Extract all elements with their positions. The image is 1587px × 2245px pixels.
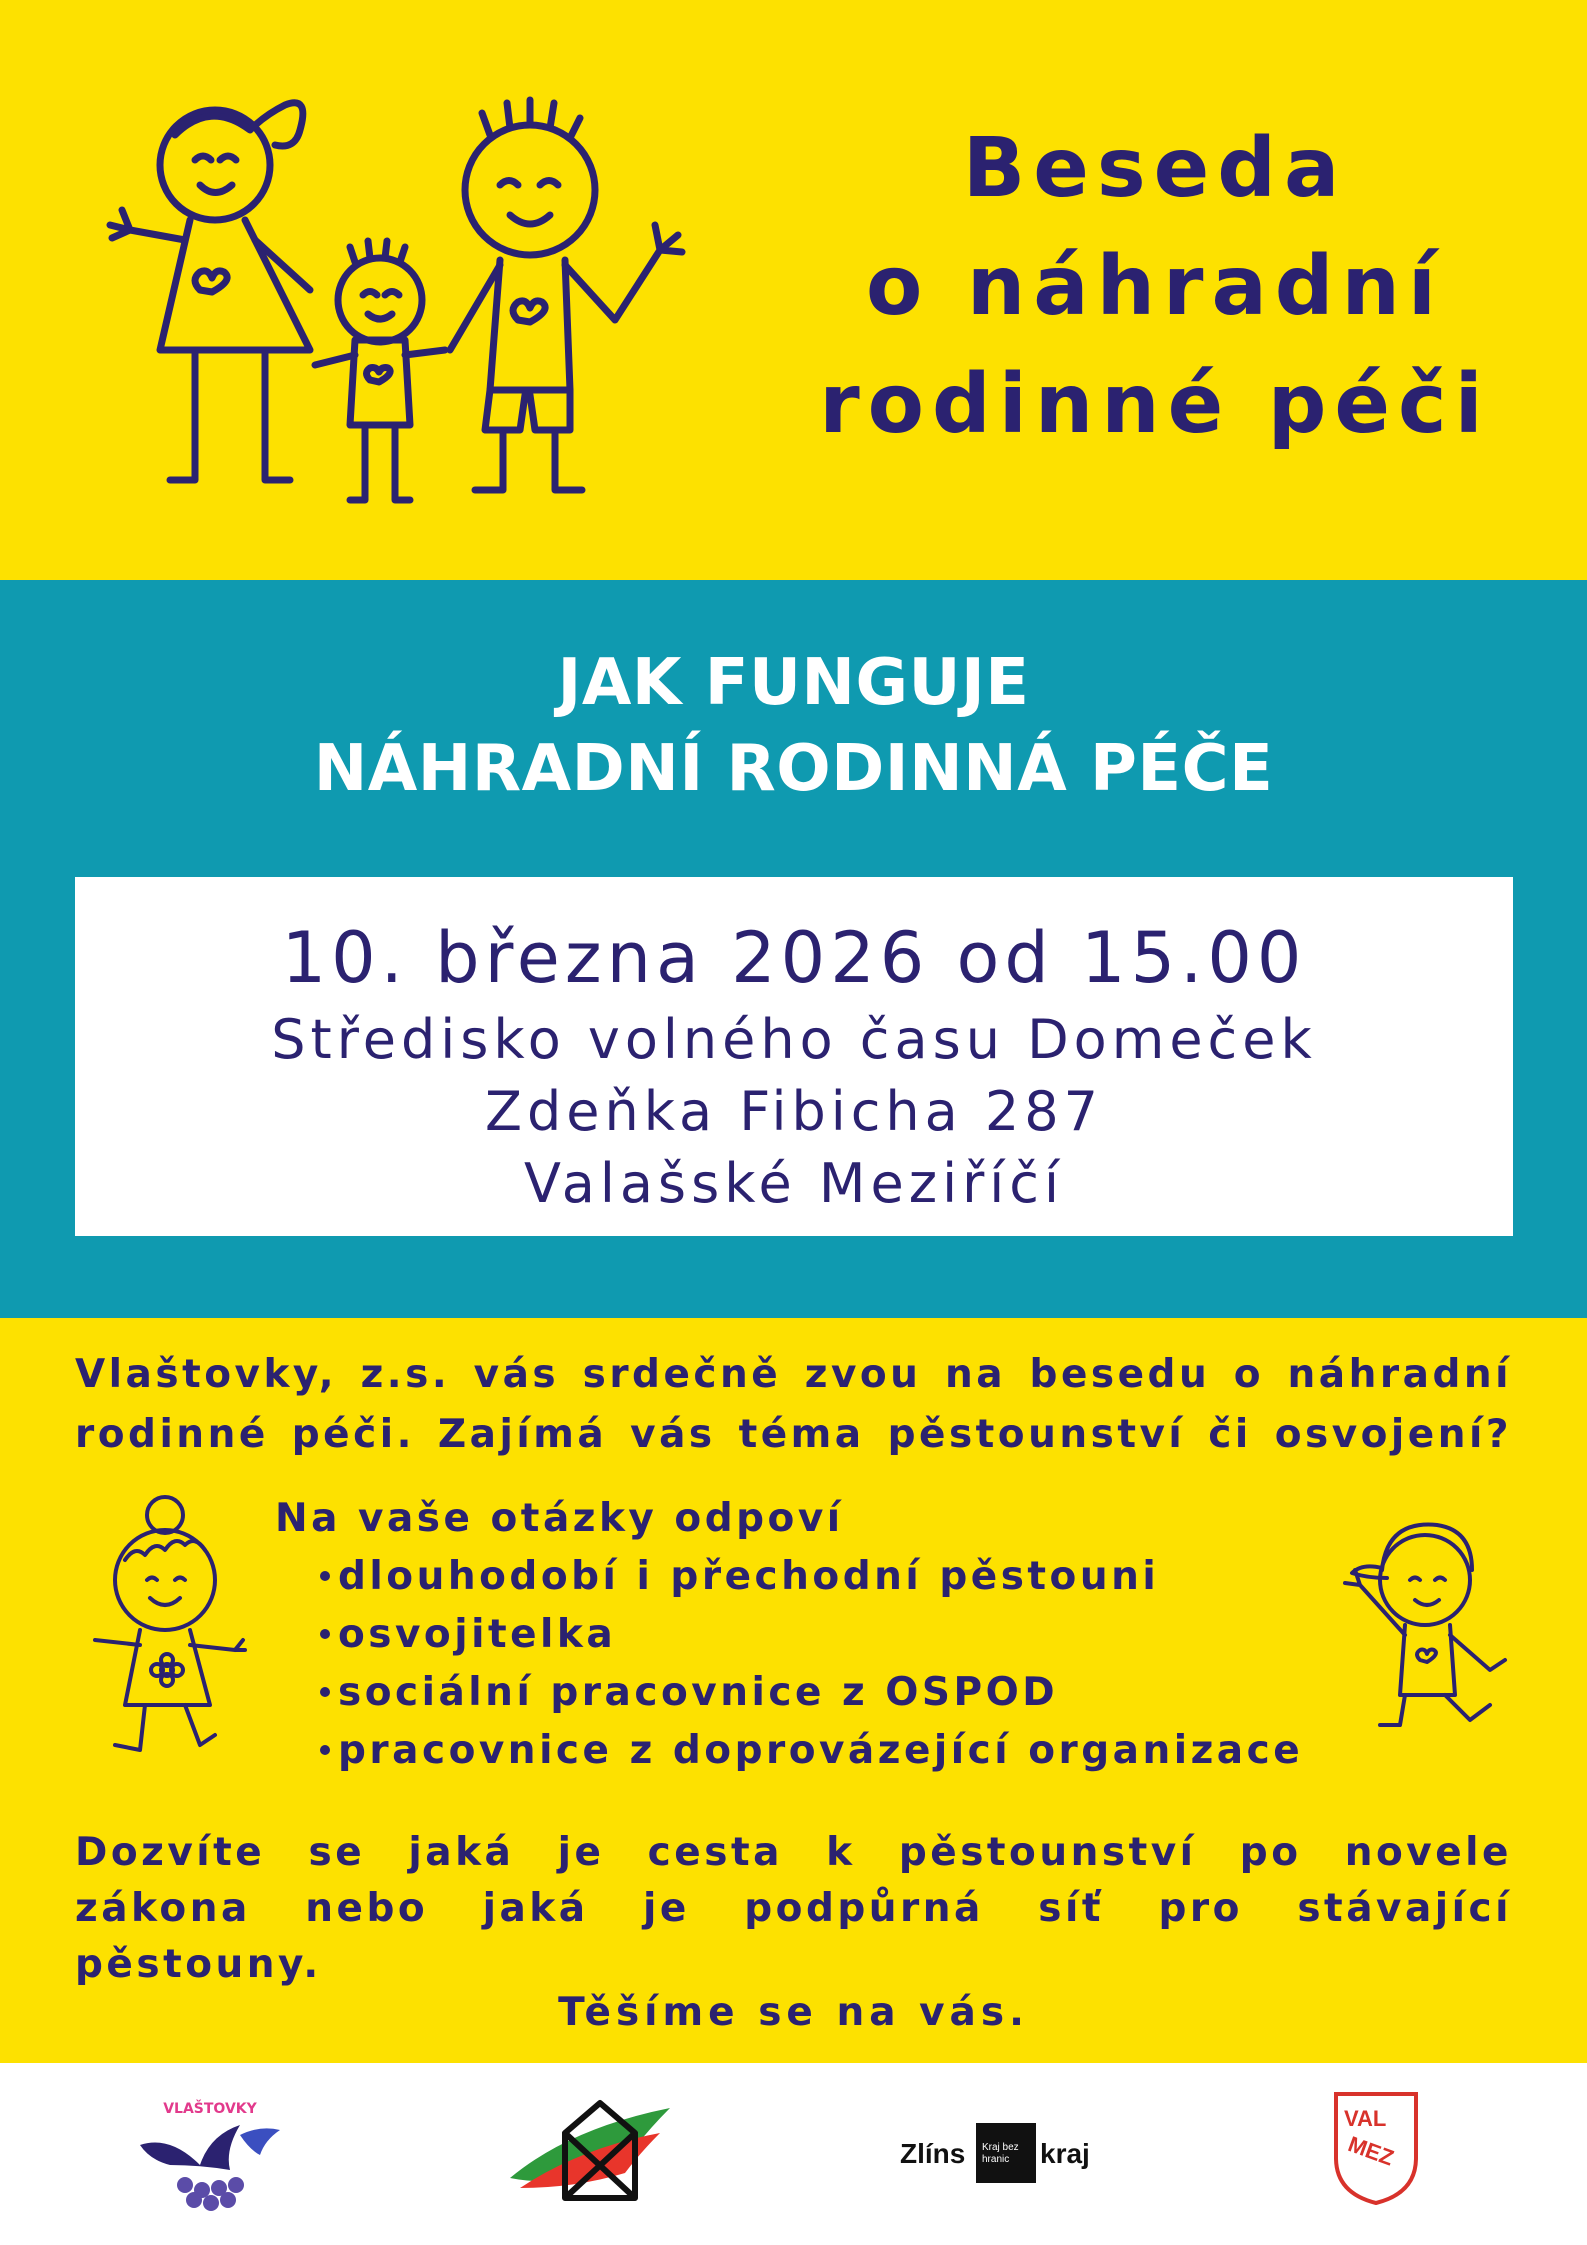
girl-illustration xyxy=(85,1490,285,1790)
title-line-2: o náhradní xyxy=(866,239,1444,334)
mother-figure xyxy=(110,103,310,480)
answer-item-1: dlouhodobí i přechodní pěstouni xyxy=(338,1554,1160,1599)
intro-line-2: rodinné péči. Zajímá vás téma pěstounství či osvojení? xyxy=(75,1412,1512,1457)
answers-block xyxy=(275,1490,1375,1780)
father-figure xyxy=(450,100,682,490)
vlastovky-logo-text: VLAŠTOVKY xyxy=(163,2101,257,2117)
answers-list xyxy=(275,1548,1375,1780)
event-date: 10. března 2026 od 15.00 xyxy=(281,917,1307,999)
bullet-icon xyxy=(320,1745,330,1755)
bullet-icon xyxy=(320,1571,330,1581)
domecek-logo xyxy=(505,2088,675,2213)
vlastovky-logo xyxy=(130,2085,290,2215)
intro-paragraph xyxy=(75,1345,1512,1465)
bullet-icon xyxy=(320,1687,330,1697)
event-city: Valašské Meziříčí xyxy=(524,1152,1064,1215)
bullet-icon xyxy=(320,1629,330,1639)
boy-illustration xyxy=(1320,1500,1520,1750)
header-section xyxy=(0,0,1587,580)
event-street: Zdeňka Fibicha 287 xyxy=(485,1080,1103,1143)
answer-item-4: pracovnice z doprovázející organizace xyxy=(338,1728,1304,1773)
more-line-3: pěstouny. xyxy=(75,1942,322,1987)
intro-line-1: Vlaštovky, z.s. vás srdečně zvou na besedu o náhradní xyxy=(75,1352,1512,1397)
title-line-3: rodinné péči xyxy=(819,357,1491,452)
band-title-line-2: NÁHRADNÍ RODINNÁ PÉČE xyxy=(313,732,1274,806)
footer-logos xyxy=(0,2063,1587,2245)
event-venue: Středisko volného času Domeček xyxy=(271,1008,1317,1071)
answers-heading: Na vaše otázky odpoví xyxy=(275,1496,844,1541)
list-item xyxy=(320,1722,1375,1780)
svg-text:VAL: VAL xyxy=(1344,2106,1387,2131)
list-item xyxy=(320,1548,1375,1606)
more-line-1: Dozvíte se jaká je cesta k pěstounství po novele xyxy=(75,1830,1512,1875)
more-paragraph xyxy=(75,1825,1512,1993)
zlin-region-logo xyxy=(898,2118,1113,2188)
answer-item-2: osvojitelka xyxy=(338,1612,617,1657)
info-band xyxy=(0,580,1587,1318)
answer-item-3: sociální pracovnice z OSPOD xyxy=(338,1670,1059,1715)
more-line-2: zákona nebo jaká je podpůrná síť pro stávající xyxy=(75,1886,1512,1931)
event-title xyxy=(760,110,1550,464)
event-details-box xyxy=(75,877,1513,1236)
child-figure xyxy=(315,241,445,500)
list-item xyxy=(320,1606,1375,1664)
family-illustration xyxy=(70,90,720,540)
svg-text:MEZ: MEZ xyxy=(1344,2131,1398,2171)
list-item xyxy=(320,1664,1375,1722)
svg-text:kraj: kraj xyxy=(1040,2138,1090,2169)
svg-text:Kraj bez: Kraj bez xyxy=(982,2142,1019,2153)
valmez-logo xyxy=(1330,2088,1422,2208)
title-line-1: Beseda xyxy=(962,121,1348,216)
svg-text:Zlíns: Zlíns xyxy=(900,2138,966,2169)
band-title xyxy=(0,640,1587,812)
svg-text:hranic: hranic xyxy=(982,2154,1010,2165)
closing-text: Těšíme se na vás. xyxy=(558,1990,1029,2035)
band-title-line-1: JAK FUNGUJE xyxy=(557,646,1030,720)
